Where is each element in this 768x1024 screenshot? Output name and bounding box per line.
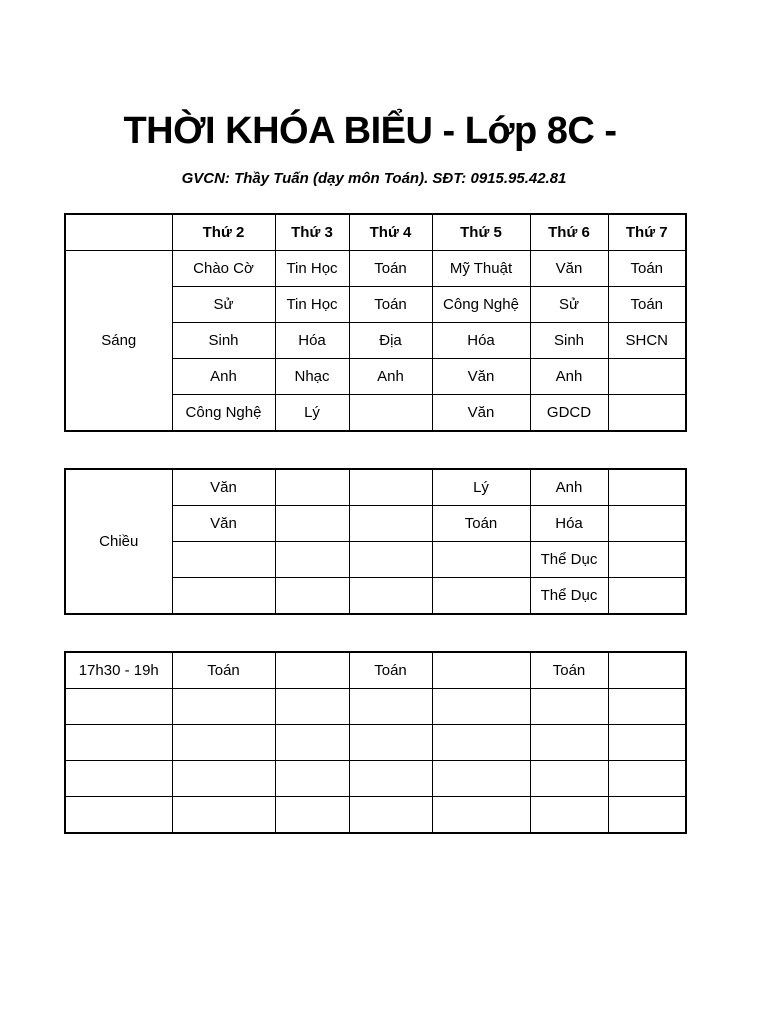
subject-cell: Anh (349, 359, 432, 395)
subject-cell: Văn (432, 359, 530, 395)
subject-cell (349, 542, 432, 578)
subject-cell: Văn (530, 251, 608, 287)
subject-cell (608, 652, 686, 689)
subject-cell: Sinh (172, 323, 275, 359)
subject-cell (349, 725, 432, 761)
subject-cell: Sử (530, 287, 608, 323)
subject-cell (608, 359, 686, 395)
subject-cell: Toán (608, 287, 686, 323)
day-header: Thứ 7 (608, 214, 686, 251)
afternoon-schedule-table (64, 468, 687, 615)
subject-cell (608, 689, 686, 725)
table-row (65, 797, 686, 834)
subject-cell: Hóa (432, 323, 530, 359)
session-label-afternoon: Chiều (65, 469, 172, 614)
day-header: Thứ 6 (530, 214, 608, 251)
subject-cell: Văn (432, 395, 530, 432)
time-slot-cell (65, 761, 172, 797)
time-slot-cell (65, 797, 172, 834)
time-slot-cell (65, 725, 172, 761)
subject-cell (432, 652, 530, 689)
subject-cell: Toán (172, 652, 275, 689)
evening-schedule-table (64, 651, 687, 834)
subject-cell (608, 469, 686, 506)
subject-cell (349, 761, 432, 797)
subject-cell: Toán (349, 652, 432, 689)
page-title: THỜI KHÓA BIỂU - Lớp 8C - (123, 110, 617, 152)
page-subtitle: GVCN: Thầy Tuấn (dạy môn Toán). SĐT: 0915.95.42.81 (181, 170, 567, 187)
subject-cell (275, 725, 349, 761)
subject-cell: Anh (530, 359, 608, 395)
subject-cell: Địa (349, 323, 432, 359)
table-row (65, 725, 686, 761)
subject-cell: Công Nghệ (432, 287, 530, 323)
subject-cell (608, 395, 686, 432)
table-row (65, 652, 686, 689)
day-header: Thứ 2 (172, 214, 275, 251)
time-slot-cell (65, 689, 172, 725)
subject-cell: Toán (349, 287, 432, 323)
subject-cell: Toán (432, 506, 530, 542)
subject-cell (275, 761, 349, 797)
subject-cell: Thể Dục (530, 578, 608, 615)
subject-cell: Công Nghệ (172, 395, 275, 432)
subject-cell (432, 689, 530, 725)
subject-cell (608, 578, 686, 615)
header-corner-cell (65, 214, 172, 251)
subject-cell (172, 689, 275, 725)
subject-cell (275, 578, 349, 615)
subject-cell (275, 506, 349, 542)
table-row (65, 469, 686, 506)
subject-cell (275, 797, 349, 834)
subject-cell (172, 725, 275, 761)
session-label-morning: Sáng (65, 251, 172, 432)
table-row (65, 689, 686, 725)
subject-cell (432, 725, 530, 761)
subject-cell (349, 469, 432, 506)
subject-cell: Anh (172, 359, 275, 395)
subject-cell: Toán (530, 652, 608, 689)
subject-cell: Sinh (530, 323, 608, 359)
subject-cell (349, 506, 432, 542)
subject-cell: Thể Dục (530, 542, 608, 578)
day-header: Thứ 3 (275, 214, 349, 251)
subject-cell (275, 469, 349, 506)
subject-cell: Nhạc (275, 359, 349, 395)
subject-cell: Lý (275, 395, 349, 432)
subject-cell (530, 689, 608, 725)
subject-cell: GDCD (530, 395, 608, 432)
morning-schedule-table (64, 213, 687, 432)
subject-cell (608, 506, 686, 542)
subject-cell (349, 797, 432, 834)
subject-cell (608, 797, 686, 834)
subject-cell: Sử (172, 287, 275, 323)
subject-cell (608, 761, 686, 797)
subject-cell: Chào Cờ (172, 251, 275, 287)
subject-cell (172, 761, 275, 797)
subject-cell (275, 689, 349, 725)
day-header-row (65, 214, 686, 251)
time-slot-cell: 17h30 - 19h (65, 652, 172, 689)
subject-cell: Toán (608, 251, 686, 287)
subject-cell (530, 761, 608, 797)
day-header: Thứ 4 (349, 214, 432, 251)
subject-cell: Hóa (275, 323, 349, 359)
subject-cell (530, 797, 608, 834)
subject-cell: Anh (530, 469, 608, 506)
subject-cell (432, 761, 530, 797)
subject-cell: Lý (432, 469, 530, 506)
table-row (65, 761, 686, 797)
subject-cell (275, 542, 349, 578)
subject-cell: Toán (349, 251, 432, 287)
subject-cell (275, 652, 349, 689)
subject-cell (432, 578, 530, 615)
subject-cell: Văn (172, 469, 275, 506)
table-row (65, 251, 686, 287)
subject-cell (172, 797, 275, 834)
subject-cell (530, 725, 608, 761)
subject-cell: Mỹ Thuật (432, 251, 530, 287)
subject-cell: Văn (172, 506, 275, 542)
subject-cell (172, 542, 275, 578)
subject-cell (432, 797, 530, 834)
subject-cell (349, 689, 432, 725)
subject-cell (349, 395, 432, 432)
subject-cell: Tin Học (275, 251, 349, 287)
subject-cell (432, 542, 530, 578)
subject-cell: SHCN (608, 323, 686, 359)
subject-cell (172, 578, 275, 615)
subject-cell: Tin Học (275, 287, 349, 323)
subject-cell (608, 542, 686, 578)
subject-cell (349, 578, 432, 615)
subject-cell (608, 725, 686, 761)
subject-cell: Hóa (530, 506, 608, 542)
day-header: Thứ 5 (432, 214, 530, 251)
